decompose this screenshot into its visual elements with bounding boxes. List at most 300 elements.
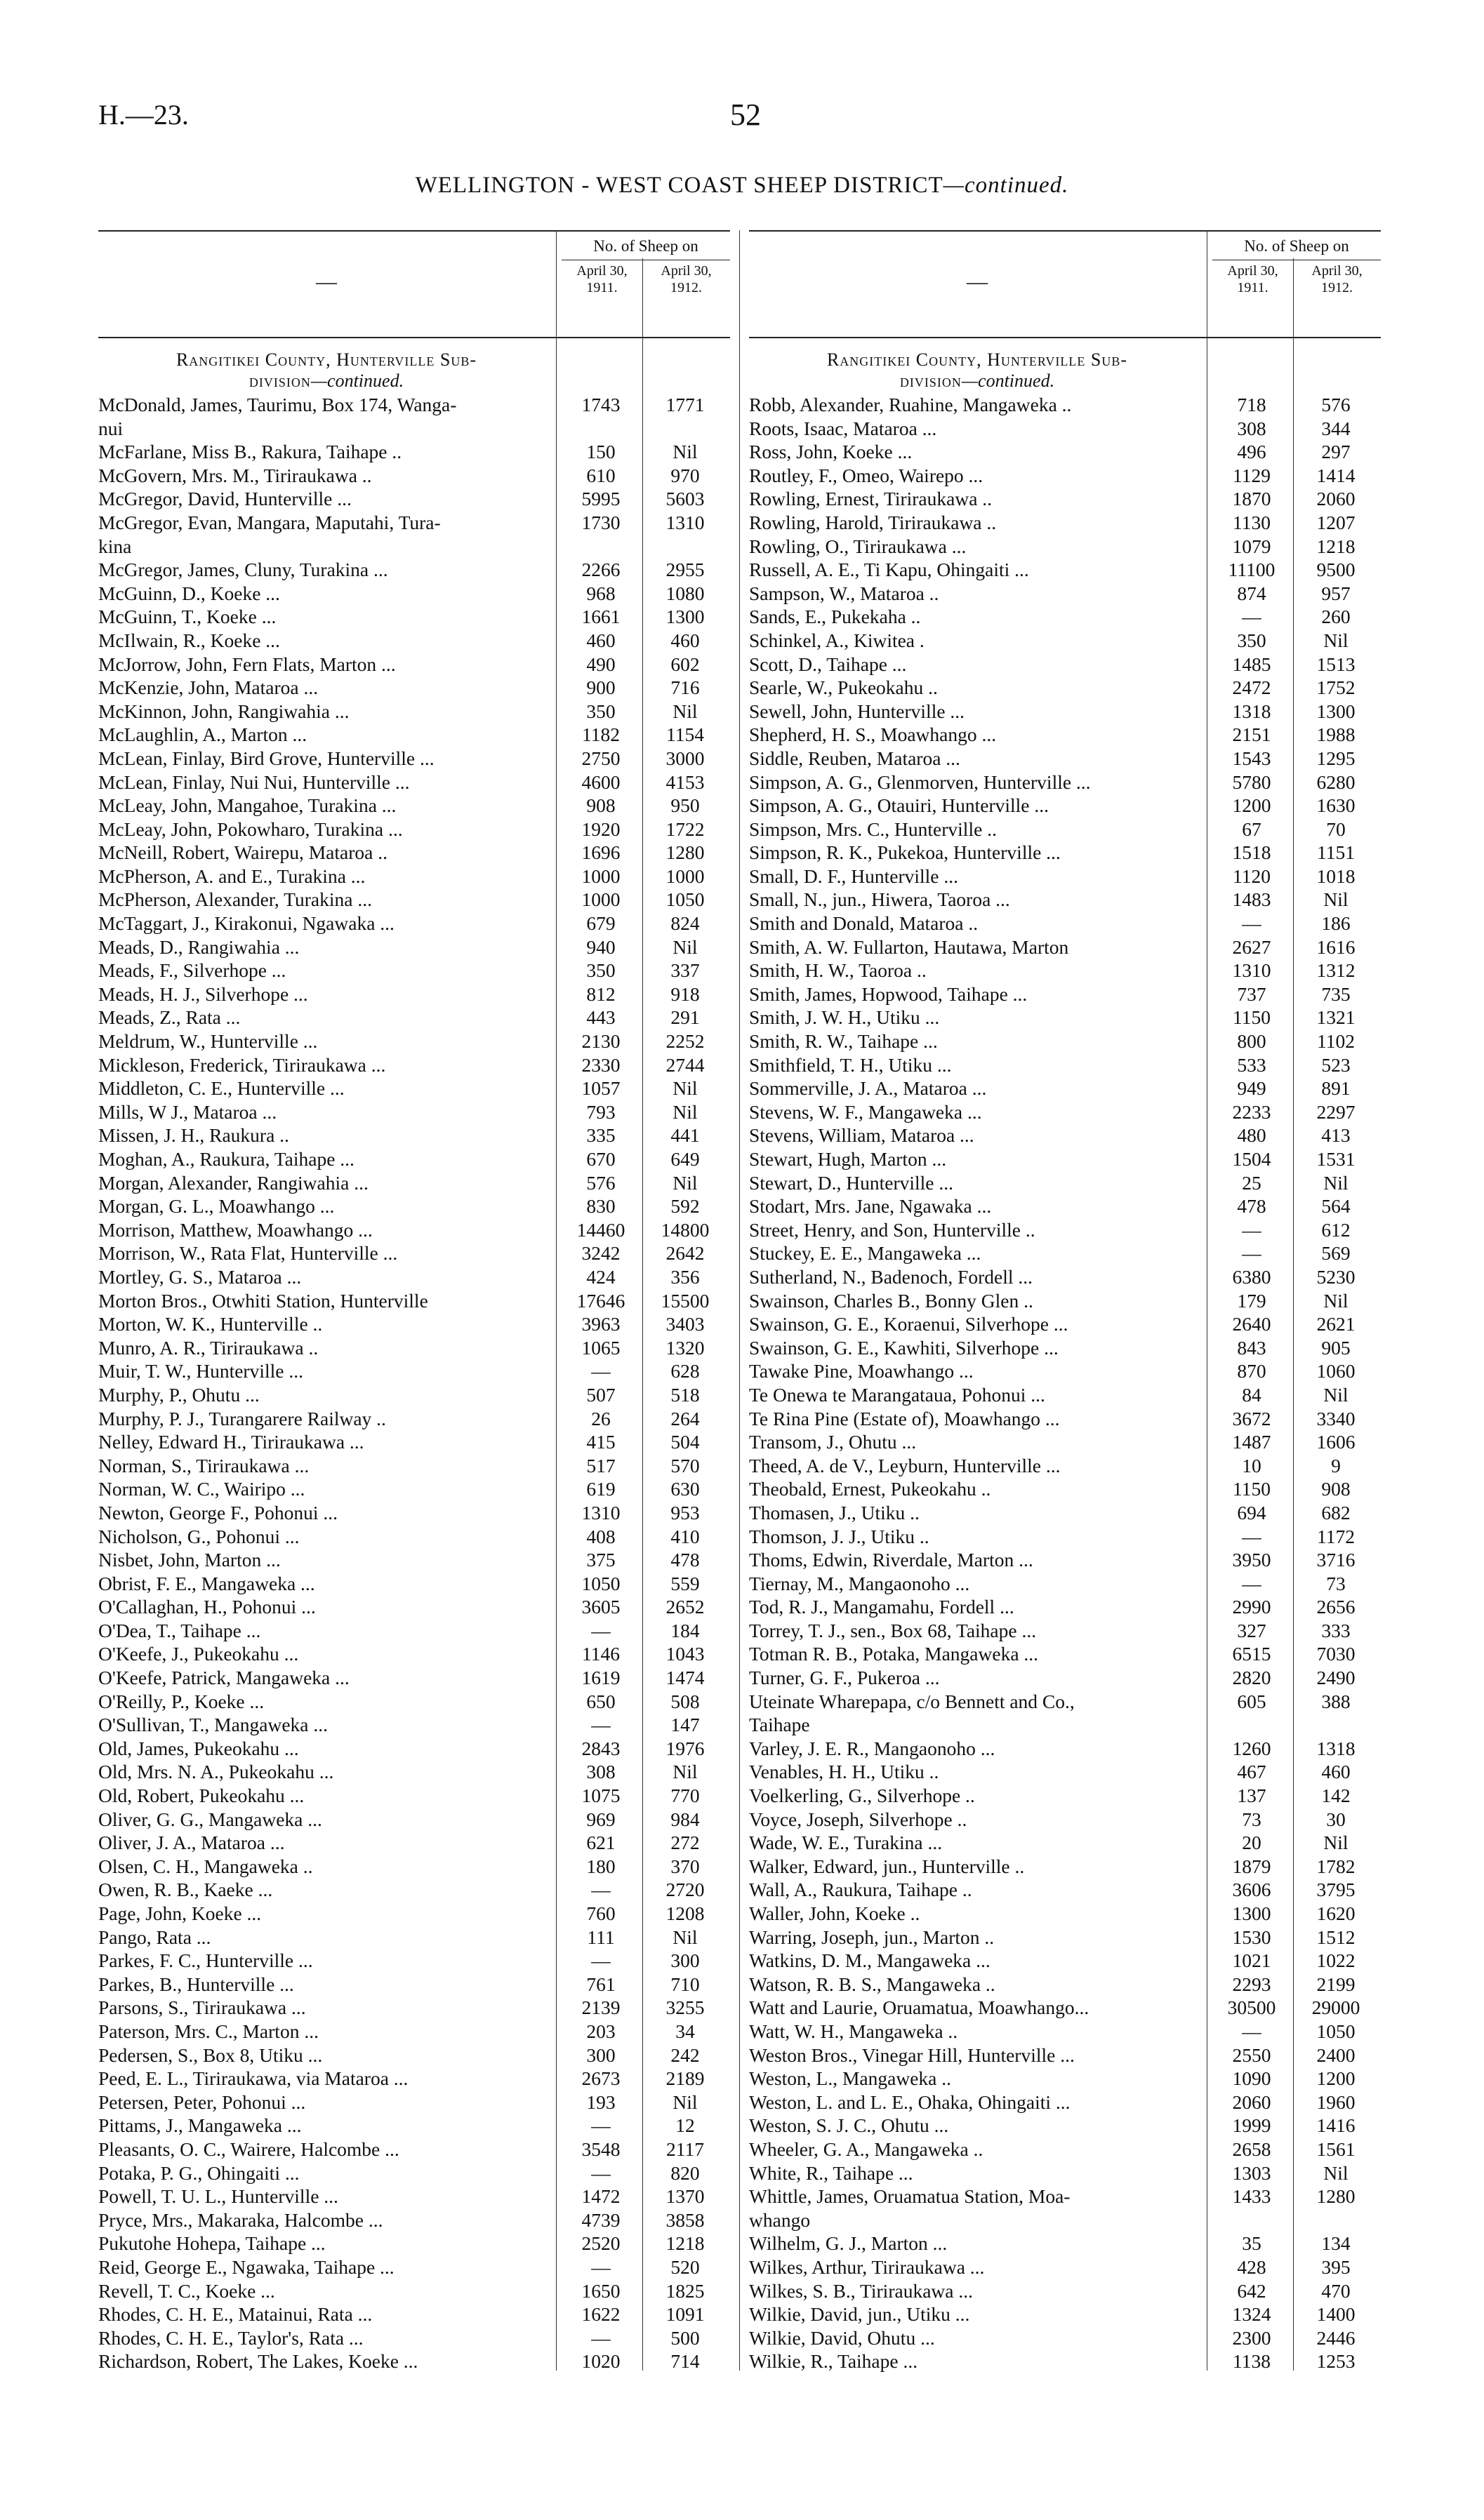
table-row — [98, 912, 730, 935]
sheep-1911: 2673 — [581, 2067, 621, 2090]
owner-name: Smithfield, T. H., Utiku ... — [749, 1053, 952, 1076]
owner-name: Pryce, Mrs., Makaraka, Halcombe ... — [98, 2208, 383, 2231]
owner-name: Roots, Isaac, Mataroa ... — [749, 417, 937, 439]
sheep-1912: 1060 — [1316, 1360, 1356, 1382]
table-row — [98, 1855, 730, 1879]
owner-name: Simpson, A. G., Otauiri, Hunterville ... — [749, 794, 1049, 817]
sheep-1912: Nil — [673, 2091, 698, 2113]
owner-name: McNeill, Robert, Wairepu, Mataroa .. — [98, 841, 387, 864]
page-header — [0, 0, 1484, 211]
owner-name: Venables, H. H., Utiku .. — [749, 1761, 939, 1783]
sheep-1912: 337 — [670, 959, 700, 982]
sheep-1912: 9500 — [1316, 559, 1356, 581]
sheep-1911: 3605 — [581, 1596, 621, 1618]
sheep-1911: 2139 — [581, 1996, 621, 2019]
sheep-1912: 478 — [670, 1549, 700, 1571]
sheep-1912: 5603 — [665, 488, 705, 510]
owner-name: Mickleson, Frederick, Tiriraukawa ... — [98, 1053, 386, 1076]
sheep-1911: 6380 — [1232, 1265, 1271, 1288]
table-row — [98, 1383, 730, 1407]
sheep-1911: 650 — [586, 1690, 616, 1712]
sheep-1911: 1000 — [581, 888, 621, 911]
sheep-1912: 3000 — [665, 747, 705, 769]
sheep-1912: 264 — [670, 1407, 700, 1429]
owner-name: Siddle, Reuben, Mataroa ... — [749, 747, 960, 769]
owner-name: Powell, T. U. L., Hunterville ... — [98, 2185, 338, 2208]
sheep-1912: 15500 — [661, 1289, 710, 1312]
owner-name: Meldrum, W., Hunterville ... — [98, 1030, 318, 1053]
table-row — [98, 440, 730, 464]
table-row — [98, 1713, 730, 1737]
sheep-1911: 718 — [1237, 394, 1266, 415]
sheep-1912: 2060 — [1316, 488, 1356, 510]
sheep-1911: — — [1242, 1242, 1261, 1265]
table-row — [749, 1595, 1381, 1619]
owner-name: McGregor, James, Cluny, Turakina ... — [98, 559, 388, 581]
table-row — [98, 1029, 730, 1053]
sheep-1911: 870 — [1237, 1360, 1266, 1382]
table-row — [749, 1501, 1381, 1525]
sheep-1911: 443 — [586, 1006, 616, 1029]
table-row — [749, 2067, 1381, 2091]
table-row — [749, 629, 1381, 653]
sheep-1911: 2750 — [581, 747, 621, 769]
owner-name: Pango, Rata ... — [98, 1926, 211, 1948]
owner-name: Stodart, Mrs. Jane, Ngawaka ... — [749, 1195, 992, 1218]
title-main: WELLINGTON - WEST COAST SHEEP DISTRICT — [415, 173, 943, 198]
table-row — [749, 1289, 1381, 1313]
sheep-1912: 1513 — [1316, 653, 1356, 675]
owner-name: Meads, D., Rangiwahia ... — [98, 935, 300, 958]
sheep-1912: 134 — [1321, 2232, 1351, 2255]
table-row — [749, 511, 1381, 535]
table-row — [749, 2020, 1381, 2044]
table-row — [749, 747, 1381, 771]
sheep-1912: 3716 — [1316, 1549, 1356, 1571]
sheep-1911: 4739 — [581, 2208, 621, 2231]
table-row — [749, 1336, 1381, 1360]
table-row — [749, 982, 1381, 1006]
sheep-1911: 1743 — [581, 394, 621, 415]
owner-name: Meads, H. J., Silverhope ... — [98, 982, 308, 1005]
owner-name: Thomasen, J., Utiku .. — [749, 1501, 920, 1524]
table-row — [98, 1336, 730, 1360]
owner-name: Tawake Pine, Moawhango ... — [749, 1360, 974, 1382]
sheep-1911: 5995 — [581, 488, 621, 510]
owner-name: Oliver, J. A., Mataroa ... — [98, 1832, 285, 1854]
table-row — [749, 1572, 1381, 1596]
owner-name: O'Keefe, Patrick, Mangaweka ... — [98, 1667, 350, 1689]
table-row — [749, 582, 1381, 606]
sheep-1912: 523 — [1321, 1053, 1351, 1076]
sheep-1912: 1300 — [665, 606, 705, 628]
owner-name: Whittle, James, Oruamatua Station, Moa- — [749, 2185, 1071, 2208]
sheep-1911: 5780 — [1232, 771, 1271, 793]
sheep-1912: 2720 — [665, 1879, 705, 1901]
sheep-1911: 800 — [1237, 1030, 1266, 1053]
table-row — [749, 841, 1381, 865]
owner-name: McDonald, James, Taurimu, Box 174, Wanga- — [98, 394, 457, 415]
owner-name: McGregor, David, Hunterville ... — [98, 488, 352, 510]
table-row — [98, 818, 730, 841]
owner-name: Varley, J. E. R., Mangaonoho ... — [749, 1737, 995, 1759]
owner-name: Norman, W. C., Wairipo ... — [98, 1478, 305, 1500]
table-row — [98, 1642, 730, 1666]
table-row — [749, 2138, 1381, 2161]
sheep-1911: 2233 — [1232, 1100, 1271, 1123]
sheep-1912: Nil — [673, 1077, 698, 1100]
table-row — [98, 1548, 730, 1572]
owner-name: Sutherland, N., Badenoch, Fordell ... — [749, 1265, 1033, 1288]
owner-name: McTaggart, J., Kirakonui, Ngawaka ... — [98, 912, 395, 935]
sheep-1912: 1606 — [1316, 1431, 1356, 1453]
sheep-1912: 1022 — [1316, 1949, 1356, 1972]
sheep-1912: 520 — [670, 2255, 700, 2278]
sheep-1912: 891 — [1321, 1077, 1351, 1100]
table-row — [98, 2349, 730, 2373]
sheep-1912: 410 — [670, 1525, 700, 1547]
owner-name: Robb, Alexander, Ruahine, Mangaweka .. — [749, 394, 1072, 415]
owner-name: Scott, D., Taihape ... — [749, 653, 907, 675]
table-row — [98, 865, 730, 888]
owner-name: Simpson, R. K., Pukekoa, Hunterville ... — [749, 841, 1061, 864]
sheep-1912: 30 — [1326, 1808, 1346, 1830]
sheep-1911: 490 — [586, 653, 616, 675]
sheep-1912: 1752 — [1316, 676, 1356, 699]
table-row — [98, 2020, 730, 2044]
owner-name: Smith, A. W. Fullarton, Hautawa, Marton — [749, 935, 1069, 958]
table-row — [749, 1548, 1381, 1572]
page-number: 52 — [730, 98, 761, 132]
sheep-1912: 3858 — [665, 2208, 705, 2231]
sheep-1911: — — [591, 1360, 611, 1382]
sheep-1911: 1021 — [1232, 1949, 1271, 1972]
sheep-1912: 1154 — [666, 724, 704, 746]
table-row — [749, 2349, 1381, 2373]
table-row — [749, 2255, 1381, 2279]
sheep-1911: 3242 — [581, 1242, 621, 1265]
sheep-1911: 1130 — [1233, 511, 1271, 533]
sheep-count-header: No. of Sheep on — [562, 237, 730, 260]
table-row — [98, 2208, 730, 2232]
sheep-1912: 2656 — [1316, 1596, 1356, 1618]
owner-name: whango — [749, 2208, 811, 2231]
sheep-1911: 1696 — [581, 841, 621, 864]
table-row — [749, 1076, 1381, 1100]
sheep-1911: 25 — [1242, 1171, 1261, 1194]
sheep-1912: 460 — [670, 629, 700, 651]
sheep-1911: 350 — [586, 700, 616, 722]
sheep-1911: 26 — [591, 1407, 611, 1429]
table-row — [749, 1642, 1381, 1666]
owner-name: Wall, A., Raukura, Taihape .. — [749, 1879, 972, 1901]
owner-name: Meads, Z., Rata ... — [98, 1006, 241, 1029]
sheep-1911: 415 — [586, 1431, 616, 1453]
owner-name: Stewart, D., Hunterville ... — [749, 1171, 953, 1194]
owner-name: nui — [98, 417, 124, 439]
sheep-1911: 1129 — [1233, 464, 1271, 486]
owner-name: Pleasants, O. C., Wairere, Halcombe ... — [98, 2138, 399, 2160]
sheep-1912: 1416 — [1316, 2114, 1356, 2137]
name-column-header: — — [967, 270, 988, 293]
sheep-1912: 953 — [670, 1501, 700, 1524]
table-row — [749, 605, 1381, 629]
sheep-1911: 1318 — [1232, 700, 1271, 722]
owner-name: Watt and Laurie, Oruamatua, Moawhango... — [749, 1996, 1089, 2019]
sheep-1911: 619 — [586, 1478, 616, 1500]
table-row — [98, 605, 730, 629]
date-1912-header: April 30, 1912. — [661, 263, 712, 295]
sheep-1911: 1065 — [581, 1336, 621, 1359]
table-row — [98, 1902, 730, 1926]
sheep-1911: 1999 — [1232, 2114, 1271, 2137]
table-row — [98, 1289, 730, 1313]
sheep-1912: 5230 — [1316, 1265, 1356, 1288]
table-row — [98, 1666, 730, 1690]
sheep-1912: 1616 — [1316, 935, 1356, 958]
table-row — [98, 2185, 730, 2208]
sheep-1911: 1050 — [581, 1572, 621, 1594]
table-row — [749, 1477, 1381, 1501]
table-row — [749, 959, 1381, 982]
table-row — [749, 2232, 1381, 2255]
table-row — [98, 1808, 730, 1832]
right-table-body — [749, 393, 1381, 2373]
table-row — [98, 1430, 730, 1454]
owner-name: McIlwain, R., Koeke ... — [98, 629, 280, 651]
owner-name: Moghan, A., Raukura, Taihape ... — [98, 1148, 355, 1170]
table-row — [98, 2138, 730, 2161]
sheep-1911: 737 — [1237, 982, 1266, 1005]
sheep-1912: 2117 — [666, 2138, 704, 2160]
sheep-1912: 1771 — [665, 394, 705, 415]
sheep-1912: 2199 — [1316, 1973, 1356, 1995]
sheep-1911: 467 — [1237, 1761, 1266, 1783]
owner-name: McKenzie, John, Mataroa ... — [98, 676, 319, 699]
sheep-1912: 2955 — [665, 559, 705, 581]
sheep-1912: 2744 — [665, 1053, 705, 1076]
sheep-1911: 428 — [1237, 2255, 1266, 2278]
sheep-1912: 1976 — [665, 1737, 705, 1759]
sheep-1911: 1650 — [581, 2279, 621, 2302]
sheep-1912: 716 — [670, 676, 700, 699]
sheep-1912: 1050 — [1316, 2020, 1356, 2042]
sheep-1911: 1182 — [582, 724, 620, 746]
sheep-1912: 1825 — [665, 2279, 705, 2302]
table-row — [98, 1501, 730, 1525]
owner-name: Morgan, G. L., Moawhango ... — [98, 1195, 335, 1218]
table-row — [98, 982, 730, 1006]
table-row — [749, 888, 1381, 912]
name-column-header: — — [316, 270, 337, 293]
table-row — [98, 535, 730, 559]
owner-name: Parkes, B., Hunterville ... — [98, 1973, 294, 1995]
sheep-1912: 628 — [670, 1360, 700, 1382]
sheep-1911: 1079 — [1232, 535, 1271, 557]
sheep-1912: 905 — [1321, 1336, 1351, 1359]
owner-name: McGuinn, D., Koeke ... — [98, 582, 280, 604]
sheep-1911: — — [1242, 1525, 1261, 1547]
owner-name: Watt, W. H., Mangaweka .. — [749, 2020, 958, 2042]
sheep-1912: 1218 — [1316, 535, 1356, 557]
sheep-1911: 533 — [1237, 1053, 1266, 1076]
table-row — [749, 912, 1381, 935]
table-row — [749, 1949, 1381, 1973]
sheep-1912: 300 — [670, 1949, 700, 1972]
owner-name: Torrey, T. J., sen., Box 68, Taihape ... — [749, 1619, 1037, 1641]
table-row — [98, 2067, 730, 2091]
owner-name: Taihape — [749, 1714, 810, 1736]
owner-name: Swainson, G. E., Kawhiti, Silverhope ... — [749, 1336, 1059, 1359]
sheep-1912: 1960 — [1316, 2091, 1356, 2113]
sheep-1911: 2820 — [1232, 1667, 1271, 1689]
owner-name: McGregor, Evan, Mangara, Maputahi, Tura- — [98, 511, 441, 533]
sheep-1912: 1200 — [1316, 2067, 1356, 2090]
sheep-1912: 950 — [670, 794, 700, 817]
sheep-1911: — — [591, 2255, 611, 2278]
section-heading: Rangitikei County, Hunterville Sub- division—continued. — [175, 349, 477, 391]
table-row — [749, 1784, 1381, 1808]
sheep-1912: 4153 — [665, 771, 705, 793]
owner-name: Wilkie, R., Taihape ... — [749, 2350, 918, 2373]
table-row — [98, 464, 730, 488]
owner-name: Street, Henry, and Son, Hunterville .. — [749, 1218, 1035, 1241]
sheep-1911: 2520 — [581, 2232, 621, 2255]
sheep-1911: 1870 — [1232, 488, 1271, 510]
owner-name: Wilhelm, G. J., Marton ... — [749, 2232, 948, 2255]
sheep-1912: 186 — [1321, 912, 1351, 935]
sheep-1912: Nil — [673, 700, 698, 722]
owner-name: Te Onewa te Marangataua, Pohonui ... — [749, 1383, 1045, 1406]
owner-name: Sommerville, J. A., Mataroa ... — [749, 1077, 987, 1100]
sheep-1911: 84 — [1242, 1383, 1261, 1406]
sheep-1912: 344 — [1321, 417, 1351, 439]
owner-name: Olsen, C. H., Mangaweka .. — [98, 1855, 313, 1877]
sheep-1911: 480 — [1237, 1124, 1266, 1147]
sheep-1911: 1324 — [1232, 2303, 1271, 2326]
table-row — [98, 1831, 730, 1855]
sheep-1912: 1312 — [1316, 959, 1356, 982]
table-row — [98, 1454, 730, 1478]
sheep-1912: 984 — [670, 1808, 700, 1830]
owner-name: Meads, F., Silverhope ... — [98, 959, 286, 982]
title-continued: —continued. — [943, 173, 1069, 198]
table-row — [98, 723, 730, 747]
sheep-1911: 335 — [586, 1124, 616, 1147]
table-row — [749, 1973, 1381, 1996]
sheep-1912: 70 — [1326, 818, 1346, 840]
sheep-1912: 710 — [670, 1973, 700, 1995]
owner-name: McLean, Finlay, Nui Nui, Hunterville ... — [98, 771, 410, 793]
sheep-1911: 4600 — [581, 771, 621, 793]
owner-name: Small, N., jun., Hiwera, Taoroa ... — [749, 888, 1010, 911]
sheep-1912: 2252 — [665, 1030, 705, 1053]
owner-name: Morton, W. K., Hunterville .. — [98, 1313, 323, 1335]
sheep-1911: 1090 — [1232, 2067, 1271, 2090]
owner-name: McLaughlin, A., Marton ... — [98, 724, 307, 746]
owner-name: Wade, W. E., Turakina ... — [749, 1832, 943, 1854]
table-row — [749, 417, 1381, 441]
table-row — [749, 487, 1381, 511]
sheep-1912: 564 — [1321, 1195, 1351, 1218]
table-row — [749, 558, 1381, 582]
sheep-1911: 968 — [586, 582, 616, 604]
owner-name: Smith, James, Hopwood, Taihape ... — [749, 982, 1028, 1005]
sheep-1912: 1280 — [665, 841, 705, 864]
sheep-1912: 504 — [670, 1431, 700, 1453]
sheep-1912: 1091 — [665, 2303, 705, 2326]
sheep-1911: 30500 — [1227, 1996, 1276, 2019]
table-row — [749, 1147, 1381, 1171]
sheep-1912: 1207 — [1316, 511, 1356, 533]
sheep-1912: 1620 — [1316, 1902, 1356, 1924]
sheep-1911: 35 — [1242, 2232, 1261, 2255]
sheep-1911: 350 — [586, 959, 616, 982]
sheep-1912: 291 — [670, 1006, 700, 1029]
owner-name: Muir, T. W., Hunterville ... — [98, 1360, 303, 1382]
sheep-1912: 1208 — [665, 1902, 705, 1924]
sheep-1912: 1218 — [665, 2232, 705, 2255]
owner-name: McPherson, Alexander, Turakina ... — [98, 888, 372, 911]
sheep-1911: 949 — [1237, 1077, 1266, 1100]
owner-name: Owen, R. B., Kaeke ... — [98, 1879, 273, 1901]
owner-name: Voyce, Joseph, Silverhope .. — [749, 1808, 967, 1830]
sheep-1912: 29000 — [1311, 1996, 1360, 2019]
sheep-1912: 184 — [670, 1619, 700, 1641]
sheep-1912: Nil — [1323, 1383, 1349, 1406]
table-row — [98, 2279, 730, 2303]
table-row — [749, 1713, 1381, 1737]
sheep-1911: 793 — [586, 1100, 616, 1123]
owner-name: McKinnon, John, Rangiwahia ... — [98, 700, 350, 722]
table-row — [749, 1100, 1381, 1124]
owner-name: McGovern, Mrs. M., Tiriraukawa .. — [98, 464, 372, 486]
owner-name: Old, James, Pukeokahu ... — [98, 1737, 299, 1759]
table-row — [98, 1477, 730, 1501]
sheep-1911: 1303 — [1232, 2161, 1271, 2184]
sheep-1911: 1200 — [1232, 794, 1271, 817]
sheep-1911: 1138 — [1233, 2350, 1271, 2373]
table-row — [749, 2185, 1381, 2208]
owner-name: kina — [98, 535, 132, 557]
owner-name: Simpson, Mrs. C., Hunterville .. — [749, 818, 997, 840]
table-row — [98, 1784, 730, 1808]
owner-name: Sewell, John, Hunterville ... — [749, 700, 965, 722]
sheep-1911: 670 — [586, 1148, 616, 1170]
sheep-1911: — — [591, 1714, 611, 1736]
document-reference: H.—23. — [98, 99, 189, 131]
sheep-1912: 1474 — [665, 1667, 705, 1689]
sheep-1911: 11100 — [1228, 559, 1276, 581]
owner-name: Warring, Joseph, jun., Marton .. — [749, 1926, 995, 1948]
sheep-1911: 1310 — [581, 1501, 621, 1524]
owner-name: Stewart, Hugh, Marton ... — [749, 1148, 947, 1170]
table-row — [749, 1878, 1381, 1902]
sheep-1911: 1020 — [581, 2350, 621, 2373]
table-row — [98, 2302, 730, 2326]
table-row — [98, 2232, 730, 2255]
table-row — [749, 2091, 1381, 2114]
table-row — [98, 1171, 730, 1195]
sheep-1912: 612 — [1321, 1218, 1351, 1241]
sheep-1912: 1000 — [665, 865, 705, 887]
owner-name: Nelley, Edward H., Tiriraukawa ... — [98, 1431, 364, 1453]
sheep-1911: 610 — [586, 464, 616, 486]
table-row — [749, 1831, 1381, 1855]
sheep-1912: 3255 — [665, 1996, 705, 2019]
sheep-1912: Nil — [1323, 1832, 1349, 1854]
sheep-1912: 388 — [1321, 1690, 1351, 1712]
